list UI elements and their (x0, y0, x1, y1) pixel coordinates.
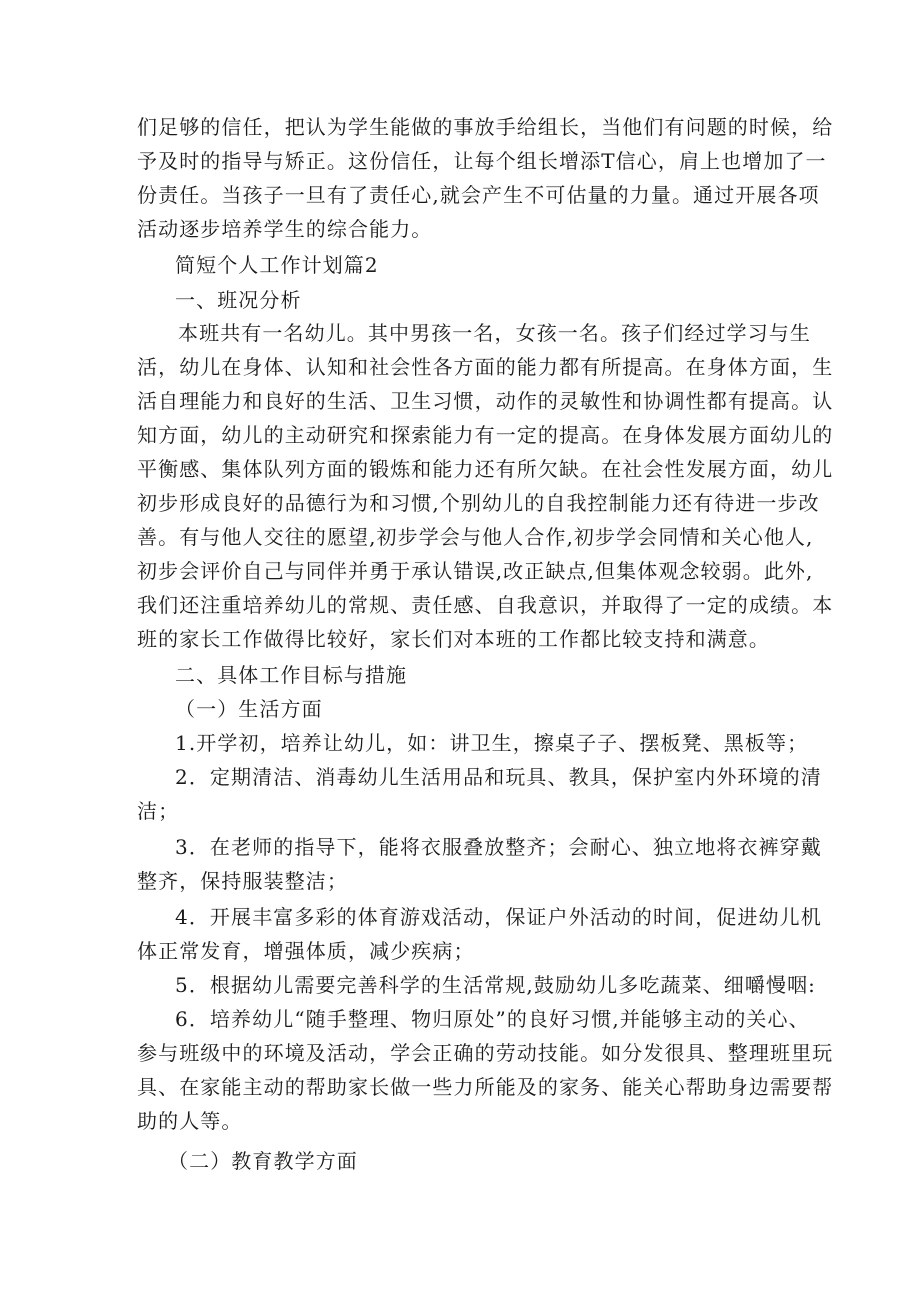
paragraph-line: 们足够的信任，把认为学生能做的事放手给组长，当他们有问题的时候，给 (137, 115, 834, 139)
list-item-continuation: 整齐，保持服装整洁； (137, 869, 348, 893)
paragraph-line: 活自理能力和良好的生活、卫生习惯，动作的灵敏性和协调性都有提高。认 (137, 389, 834, 413)
section-heading: 二、具体工作目标与措施 (175, 663, 408, 687)
list-item: 5．根据幼儿需要完善科学的生活常规,鼓励幼儿多吃蔬菜、细嚼慢咽: (175, 973, 817, 997)
list-item: 2．定期清洁、消毒幼儿生活用品和玩具、教具，保护室内外环境的清 (175, 765, 822, 789)
paragraph-line: 班的家长工作做得比较好，家长们对本班的工作都比较支持和满意。 (137, 627, 770, 651)
subsection-heading: （二）教育教学方面 (168, 1149, 358, 1173)
list-item: 3．在老师的指导下，能将衣服叠放整齐；会耐心、独立地将衣裤穿戴 (175, 835, 822, 859)
list-item-continuation: 助的人等。 (137, 1109, 243, 1133)
list-item: 1.开学初，培养让幼儿，如：讲卫生，擦桌子子、摆板凳、黑板等； (175, 731, 809, 755)
list-item-continuation: 具、在家能主动的帮助家长做一些力所能及的家务、能关心帮助身边需要帮 (137, 1075, 834, 1099)
paragraph-line: 活动逐步培养学生的综合能力。 (137, 217, 433, 241)
paragraph-line: 予及时的指导与矫正。这份信任，让每个组长增添T信心，肩上也增加了一 (137, 149, 827, 173)
list-item-continuation: 洁； (137, 799, 180, 823)
section-title: 简短个人工作计划篇2 (175, 253, 379, 277)
paragraph-line: 平衡感、集体队列方面的锻炼和能力还有所欠缺。在社会性发展方面，幼儿 (137, 457, 834, 481)
paragraph-line: 本班共有一名幼儿。其中男孩一名，女孩一名。孩子们经过学习与生 (178, 321, 811, 345)
paragraph-line: 善。有与他人交往的愿望,初步学会与他人合作,初步学会同情和关心他人, (137, 525, 814, 549)
paragraph-line: 初步会评价自己与同伴并勇于承认错误,改正缺点,但集体观念较弱。此外, (137, 559, 814, 583)
list-item-continuation: 参与班级中的环境及活动，学会正确的劳动技能。如分发很具、整理班里玩 (137, 1041, 834, 1065)
paragraph-line: 份责任。当孩子一旦有了责任心,就会产生不可估量的力量。通过开展各项 (137, 183, 820, 207)
section-heading: 一、班况分析 (175, 288, 302, 312)
paragraph-line: 我们还注重培养幼儿的常规、责任感、自我意识，并取得了一定的成绩。本 (137, 593, 834, 617)
paragraph-line: 知方面，幼儿的主动研究和探索能力有一定的提高。在身体发展方面幼儿的 (137, 423, 834, 447)
list-item: 6．培养幼儿“随手整理、物归原处”的良好习惯,并能够主动的关心、 (175, 1007, 810, 1031)
paragraph-line: 初步形成良好的品德行为和习惯,个别幼儿的自我控制能力还有待进一步改 (137, 491, 820, 515)
list-item: 4．开展丰富多彩的体育游戏活动，保证户外活动的时间，促进幼儿机 (175, 905, 822, 929)
list-item-continuation: 体正常发育，增强体质，减少疾病； (137, 939, 475, 963)
paragraph-line: 活，幼儿在身体、认知和社会性各方面的能力都有所提高。在身体方面，生 (137, 355, 834, 379)
subsection-heading: （一）生活方面 (175, 697, 323, 721)
